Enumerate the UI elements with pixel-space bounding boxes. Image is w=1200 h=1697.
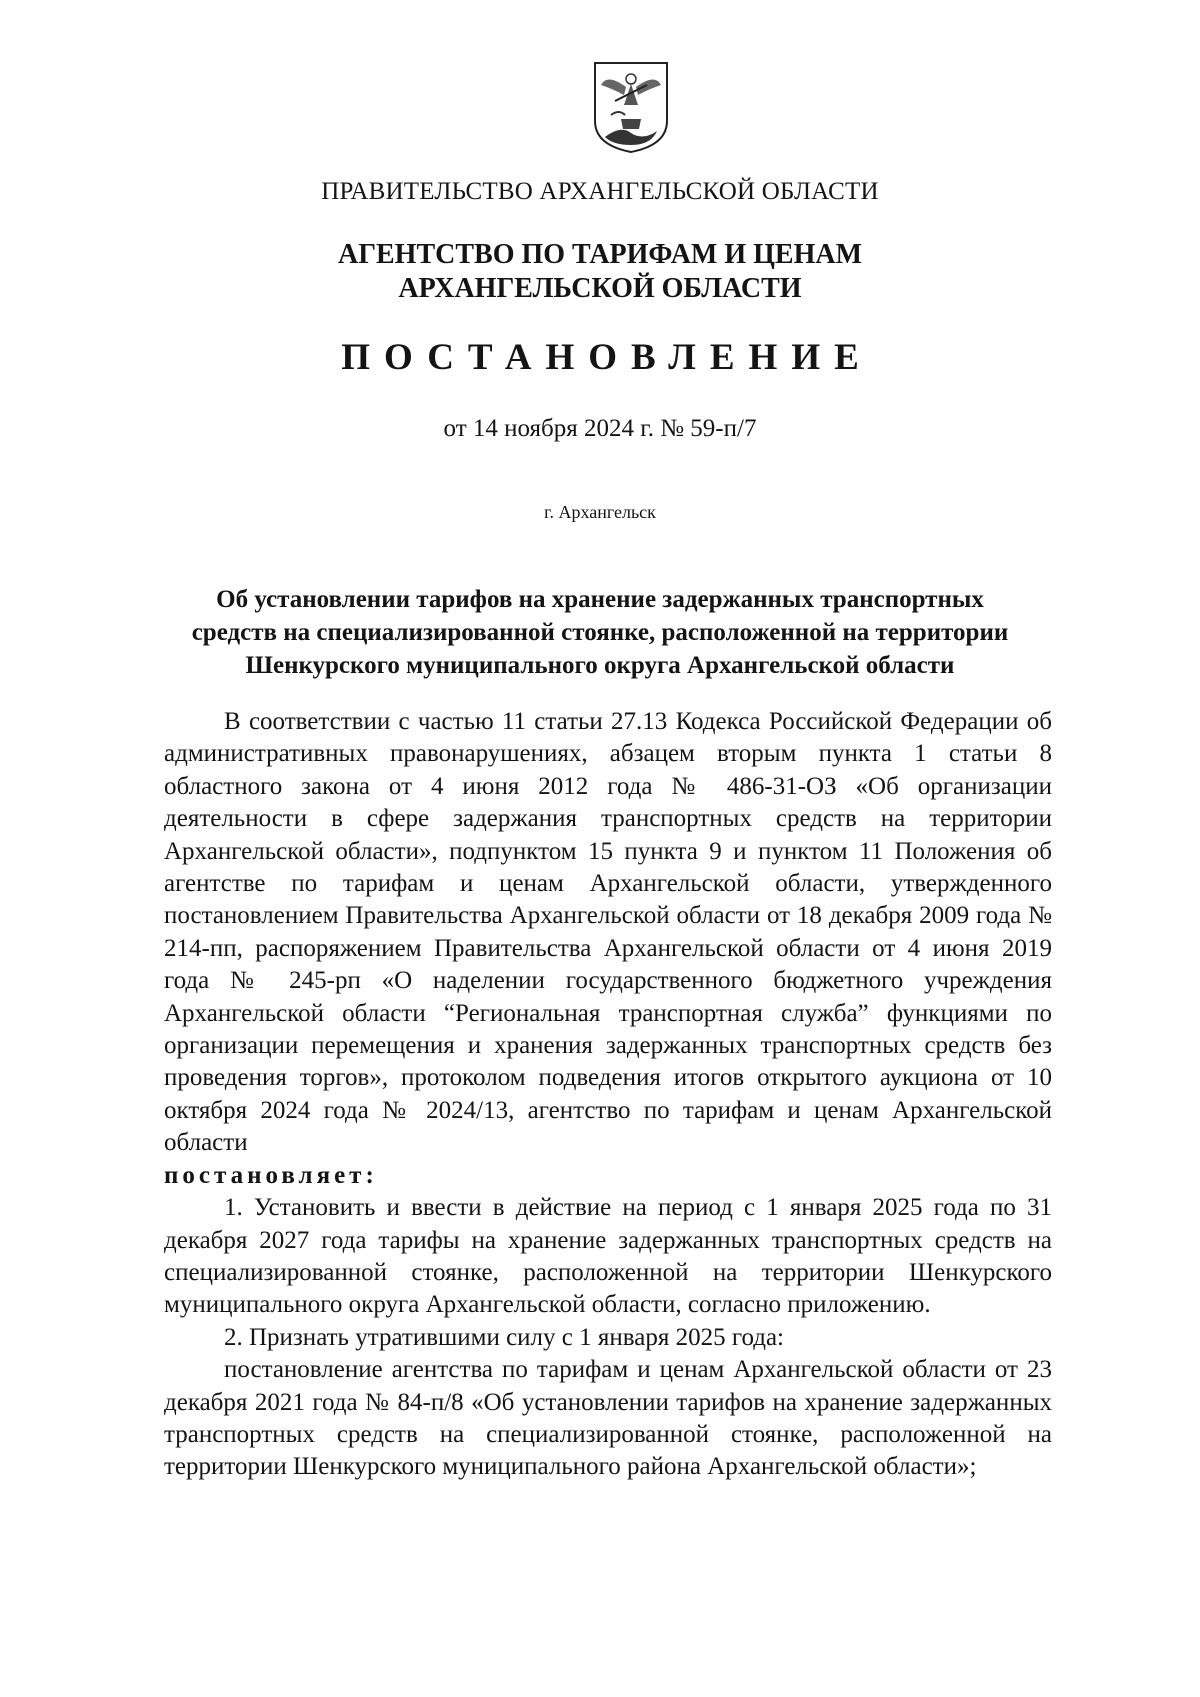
document-title — [150, 583, 1050, 682]
title-line-3: Шенкурского муниципального округа Архангельской области — [245, 652, 955, 679]
decree-word: постановляет: — [164, 1161, 378, 1189]
item-2-paragraph: 2. Признать утратившими силу с 1 января 2025 года: — [224, 1323, 784, 1351]
government-name: ПРАВИТЕЛЬСТВО АРХАНГЕЛЬСКОЙ ОБЛАСТИ — [321, 178, 879, 205]
document-city: г. Архангельск — [544, 502, 656, 522]
agency-name — [0, 238, 1200, 306]
item-2-sub-paragraph: постановление агентства по тарифам и ценам Архангельской области от 23 декабря 2021 года № 84-п/8 «Об установлении тарифов на хранение задержанных транспортных средств на специализированной стоянке, расположенной на территории Шенкурского муниципального района Архангельской области»; — [164, 1356, 1052, 1481]
item-1-paragraph: 1. Установить и ввести в действие на период с 1 января 2025 года по 31 декабря 2027 года тарифы на хранение задержанных транспортных средств на специализированной стоянке, расположенной на территории Шенкурского муниципального округа Архангельской области, согласно приложению. — [164, 1194, 1052, 1319]
document-date-number: от 14 ноября 2024 г. № 59-п/7 — [443, 415, 757, 442]
coat-of-arms-emblem — [591, 59, 671, 155]
document-body — [164, 706, 1052, 1484]
preamble-paragraph: В соответствии с частью 11 статьи 27.13 Кодекса Российской Федерации об административных правонарушениях, абзацем вторым пункта 1 статьи 8 областного закона от 4 июня 2012 года № 486-31-ОЗ «Об организации деятельности в сфере задержания транспортных средств на территории Архангельской области», подпунктом 15 пункта 9 и пунктом 11 Положения об агентстве по тарифам и ценам Архангельской области, утвержденного постановлением Правительства Архангельской области от 18 декабря 2009 года № 214-пп, распоряжением Правительства Архангельской области от 4 июня 2019 года № 245-рп «О наделении государственного бюджетного учреждения Архангельской области “Региональная транспортная служба” функциями по организации перемещения и хранения задержанных транспортных средств без проведения торгов», протоколом подведения итогов открытого аукциона от 10 октября 2024 года № 2024/13, агентство по тарифам и ценам Архангельской области — [164, 708, 1052, 1157]
coat-of-arms-icon — [591, 59, 671, 155]
document-type: ПОСТАНОВЛЕНИЕ — [341, 337, 873, 378]
agency-name-line-1: АГЕНТСТВО ПО ТАРИФАМ И ЦЕНАМ — [337, 239, 863, 270]
title-line-1: Об установлении тарифов на хранение задержанных транспортных — [216, 586, 984, 613]
agency-name-line-2: АРХАНГЕЛЬСКОЙ ОБЛАСТИ — [398, 273, 802, 304]
title-line-2: средств на специализированной стоянке, расположенной на территории — [191, 619, 1009, 646]
